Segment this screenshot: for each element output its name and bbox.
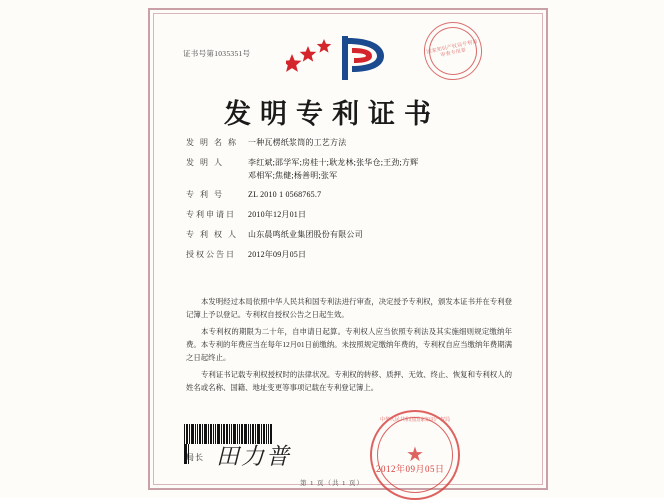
field-label: 发 明 名 称	[186, 138, 238, 147]
field-row-grant-date	[186, 250, 516, 261]
field-row-inventors	[186, 158, 516, 182]
field-value: 2012年09月05日	[248, 249, 307, 259]
field-row-invention-name	[186, 138, 516, 149]
field-value: 2010年12月01日	[248, 210, 307, 220]
star-icon: ★	[406, 444, 424, 466]
page-title: 发明专利证书	[224, 99, 440, 129]
field-value: 山东晨鸣纸业集团股份有限公司	[248, 229, 363, 239]
sipo-logo-icon	[286, 28, 396, 88]
field-value-line1: 李红斌;邵学军;房桂十;耿龙林;张华仓;王劲;方辉	[248, 157, 419, 167]
field-value: 一种瓦楞纸浆筒的工艺方法	[248, 138, 347, 147]
field-value: ZL 2010 1 0568765.7	[248, 190, 322, 200]
field-value-line2: 邓相军;焦健;杨善明;张军	[248, 170, 338, 180]
page-footer: 第 1 页（共 1 页）	[300, 480, 364, 487]
field-label: 授权公告日	[186, 249, 236, 259]
field-label: 专 利 号	[186, 190, 224, 200]
director-signature: 田力普	[216, 444, 291, 469]
examination-seal-text: 国家知识产权局专利局 审查专用章	[426, 39, 479, 59]
certificate-number: 证书号第1035351号	[183, 49, 251, 58]
certificate-body	[186, 296, 512, 399]
body-paragraph-3: 专利证书记载专利权授权时的法律状况。专利权的转移、质押、无效、终止、恢复和专利权人的姓名或名称、国籍、地址变更等事项记载在专利登记簿上。	[186, 369, 512, 392]
field-row-patent-number	[186, 190, 516, 201]
body-paragraph-2: 本专利权的期限为二十年，自申请日起算。专利权人应当依照专利法及其实施细则规定缴纳年费。本专利的年费应当在每年12月01日前缴纳。未按照规定缴纳年费的，专利权自应当缴纳年费期满之日起终止。	[186, 326, 512, 362]
field-row-application-date	[186, 210, 516, 221]
field-label: 发 明 人	[186, 157, 224, 167]
field-label: 专利申请日	[186, 210, 236, 220]
seal-date: 2012年09月05日	[376, 464, 445, 474]
director-label: 局长	[186, 453, 204, 462]
national-seal-text: 中华人民共和国国家知识产权局	[379, 418, 450, 423]
field-row-patentee	[186, 230, 516, 241]
certificate-fields	[186, 138, 516, 270]
body-paragraph-1: 本发明经过本局依照中华人民共和国专利法进行审查，决定授予专利权，颁发本证书并在专利登记簿上予以登记。专利权自授权公告之日起生效。	[186, 297, 512, 319]
field-label: 专 利 权 人	[186, 229, 238, 239]
field-value	[248, 158, 516, 182]
